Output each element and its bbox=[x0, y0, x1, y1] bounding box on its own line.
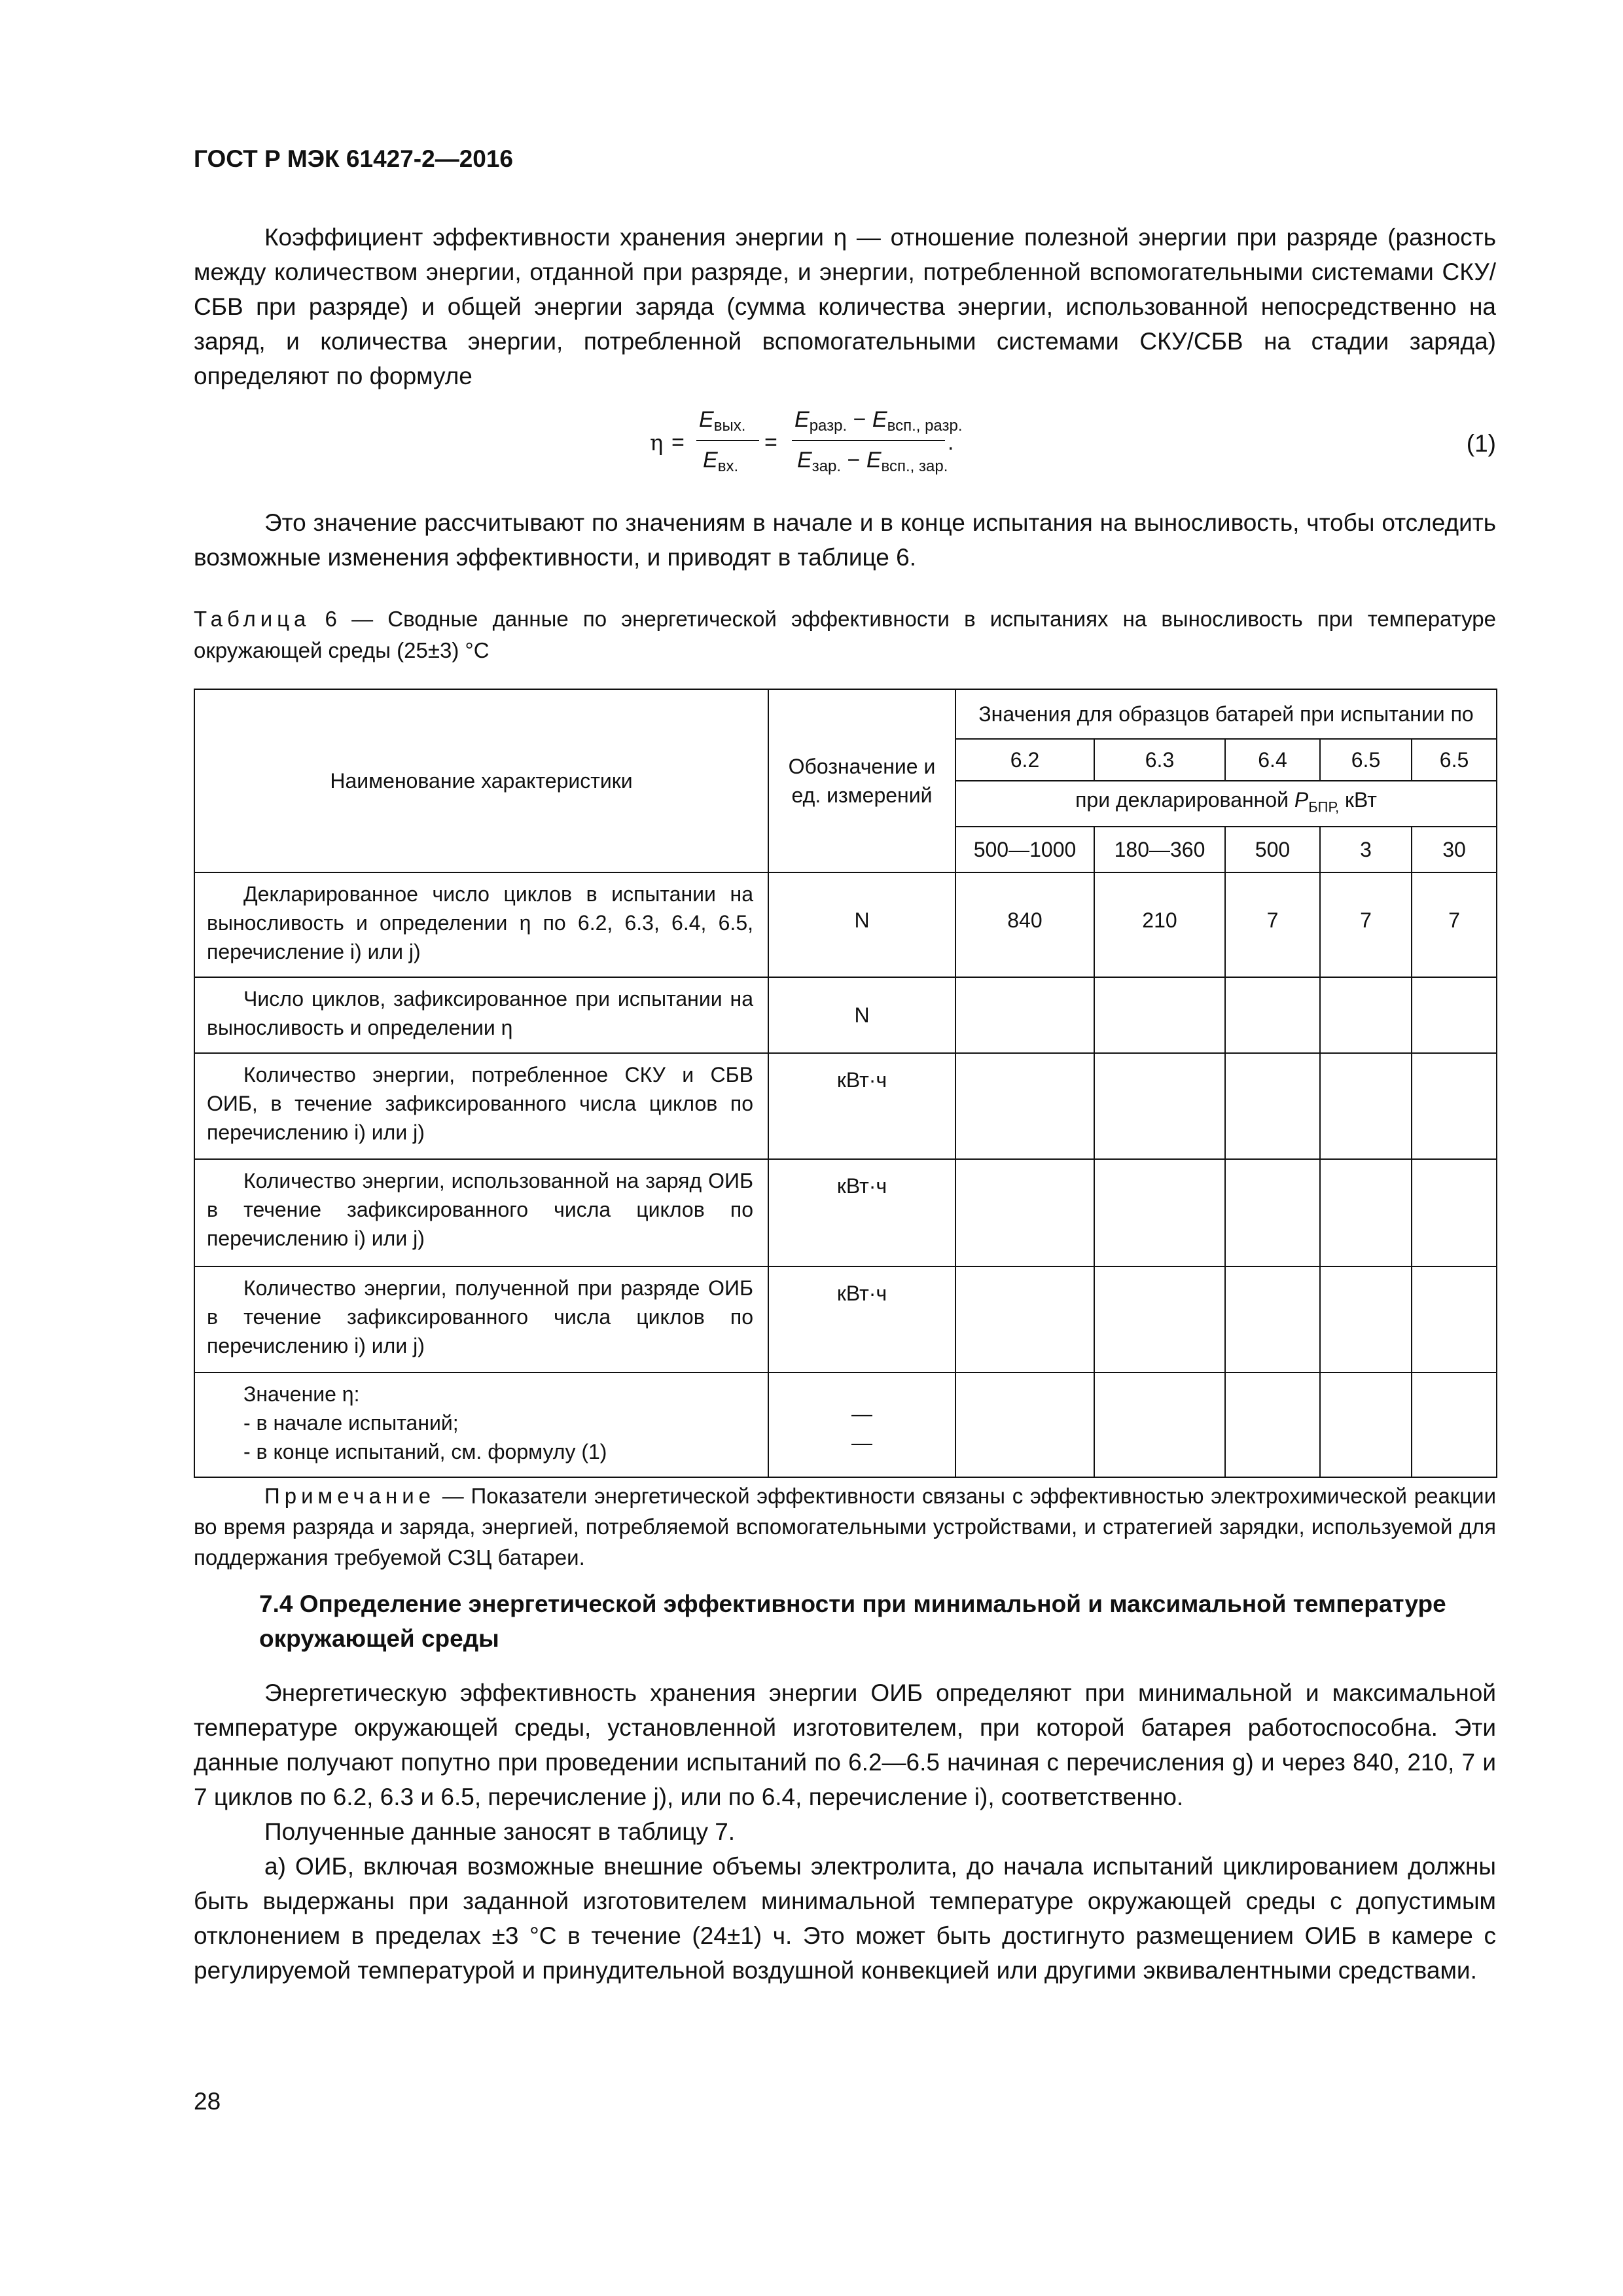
after-formula-text: Это значение рассчитывают по значениям в начале и в конце испытания на выносливость, чтобы отследить возможные изменения эффективности, и приводят в таблице 6. bbox=[194, 509, 1496, 571]
row-value: 210 bbox=[1094, 872, 1225, 977]
row-value bbox=[1412, 1053, 1497, 1159]
row-value bbox=[1320, 977, 1412, 1053]
row-value: 7 bbox=[1225, 872, 1320, 977]
formula-e-out: $E_{вых.}$ bbox=[699, 407, 746, 435]
row-name: Количество энергии, использованной на заряд ОИБ в течение зафиксированного числа циклов по перечислению i) или j) bbox=[207, 1169, 753, 1250]
table-caption-text: 6 — Сводные данные по энергетической эффективности в испытаниях на выносливость при температуре окружающей среды (25±3) °С bbox=[194, 607, 1496, 662]
eta-line-2: - в начале испытаний; bbox=[243, 1411, 459, 1435]
row-unit: кВт·ч bbox=[768, 1053, 955, 1159]
note-text: — Показатели энергетической эффективности связаны с эффективностью электрохимической реакции во время разряда и заряда, энергией, потребляемой вспомогательными устройствами, и стратегией зарядки, используемой для поддержания требуемой СЗЦ батареи. bbox=[194, 1484, 1496, 1570]
row-value bbox=[1094, 1053, 1225, 1159]
row-value bbox=[1412, 1266, 1497, 1372]
eta-unit-1: — bbox=[851, 1402, 872, 1426]
row-unit: кВт·ч bbox=[768, 1159, 955, 1266]
clause-cell: 6.4 bbox=[1225, 739, 1320, 781]
table-note bbox=[194, 1480, 1496, 1573]
document-page bbox=[194, 0, 1496, 2296]
power-cell: 500—1000 bbox=[955, 827, 1094, 872]
row-value bbox=[955, 1159, 1094, 1266]
after-formula-paragraph bbox=[194, 505, 1496, 575]
row-value bbox=[1094, 1266, 1225, 1372]
section-para-2: Полученные данные заносят в таблицу 7. bbox=[264, 1818, 736, 1845]
standard-header: ГОСТ Р МЭК 61427-2—2016 bbox=[194, 145, 514, 172]
row-value bbox=[1225, 1266, 1320, 1372]
section-para-1: Энергетическую эффективность хранения энергии ОИБ определяют при минимальной и максимальной температуре окружающей среды, установленной изготовителем, при которой батарея работоспособна. Эти данные получают попутно при проведении испытаний по 6.2—6.5 начиная с перечисления g) и через 840, 210, 7 и 7 циклов по 6.2, 6.3 и 6.5, перечисление j), или по 6.4, перечисление i), соответственно. bbox=[194, 1679, 1496, 1810]
row-value: 840 bbox=[955, 872, 1094, 977]
intro-paragraph bbox=[194, 220, 1496, 393]
power-cell: 500 bbox=[1225, 827, 1320, 872]
head-values: Значения для образцов батарей при испытании по bbox=[955, 689, 1497, 739]
row-value bbox=[1094, 977, 1225, 1053]
row-value bbox=[1225, 1159, 1320, 1266]
formula-number: (1) bbox=[1466, 430, 1496, 457]
power-cell: 3 bbox=[1320, 827, 1412, 872]
note-label: Примечание bbox=[264, 1484, 436, 1508]
row-unit: кВт·ч bbox=[768, 1266, 955, 1372]
table-row bbox=[194, 1266, 1497, 1372]
head-name: Наименование характеристики bbox=[194, 689, 768, 872]
row-name: Количество энергии, полученной при разряде ОИБ в течение зафиксированного числа циклов по перечислению i) или j) bbox=[207, 1276, 753, 1357]
row-unit: N bbox=[768, 977, 955, 1053]
row-value bbox=[1320, 1053, 1412, 1159]
section-para-3: а) ОИБ, включая возможные внешние объемы электролита, до начала испытаний циклированием должны быть выдержаны при заданной изготовителем минимальной температуре окружающей среды с допустимым отклонением в пределах ±3 °С в течение (24±1) ч. Это может быть достигнуто размещением ОИБ в камере с регулируемой температурой и принудительной воздушной конвекцией или другими эквивалентными средствами. bbox=[194, 1853, 1496, 1984]
eta-line-3: - в конце испытаний, см. формулу (1) bbox=[243, 1440, 607, 1463]
fraction-bar-1 bbox=[696, 440, 759, 441]
row-value bbox=[955, 977, 1094, 1053]
row-unit: N bbox=[768, 872, 955, 977]
definition-text: Коэффициент эффективности хранения энергии η — отношение полезной энергии при разряде (разность между количеством энергии, отданной при разряде, и энергии, потребленной вспомогательными системами СКУ/СБВ при разряде) и общей энергии заряда (сумма количества энергии, использованной непосредственно на заряд, и количества энергии, потребленной вспомогательными системами СКУ/СБВ на стадии заряда) определяют по формуле bbox=[194, 224, 1496, 389]
eta-line-1: Значение η: bbox=[243, 1382, 360, 1406]
table-row bbox=[194, 1159, 1497, 1266]
formula-numerator: $E_{разр.} - E_{всп., разр.}$ bbox=[794, 407, 963, 435]
table-row bbox=[194, 1053, 1497, 1159]
row-value: 7 bbox=[1412, 872, 1497, 977]
clause-cell: 6.5 bbox=[1412, 739, 1497, 781]
formula-eta: η bbox=[650, 430, 664, 456]
row-name: Декларированное число циклов в испытании на выносливость и определении η по 6.2, 6.3, 6.4, 6.5, перечисление i) или j) bbox=[207, 882, 753, 963]
formula-eq2: = bbox=[764, 430, 777, 455]
power-cell: 30 bbox=[1412, 827, 1497, 872]
row-value bbox=[1320, 1266, 1412, 1372]
row-value bbox=[955, 1372, 1094, 1477]
row-value bbox=[1412, 1159, 1497, 1266]
formula-1 bbox=[194, 402, 1496, 493]
page-number: 28 bbox=[194, 2088, 221, 2115]
row-value: 7 bbox=[1320, 872, 1412, 977]
row-value bbox=[1225, 977, 1320, 1053]
row-name: Число циклов, зафиксированное при испытании на выносливость и определении η bbox=[207, 987, 753, 1039]
formula-denominator: $E_{зар.} - E_{всп., зар.}$ bbox=[797, 448, 948, 475]
eta-unit-2: — bbox=[851, 1431, 872, 1454]
row-value bbox=[1412, 1372, 1497, 1477]
head-power: при декларированной $P_{БПР,}$ кВт bbox=[955, 781, 1497, 827]
fraction-bar-2 bbox=[792, 440, 945, 441]
head-unit: Обозначение и ед. измерений bbox=[768, 689, 955, 872]
row-value bbox=[1225, 1372, 1320, 1477]
formula-eq1: = bbox=[671, 430, 685, 455]
row-value bbox=[1320, 1372, 1412, 1477]
row-value bbox=[955, 1266, 1094, 1372]
table-caption-label: Таблица bbox=[194, 607, 311, 631]
row-value bbox=[1320, 1159, 1412, 1266]
formula-e-in: $E_{вх.}$ bbox=[703, 448, 739, 475]
section-title: 7.4 Определение энергетической эффективности при минимальной и максимальной температуре окружающей среды bbox=[259, 1590, 1446, 1652]
table-caption bbox=[194, 603, 1496, 666]
clause-cell: 6.2 bbox=[955, 739, 1094, 781]
clause-cell: 6.5 bbox=[1320, 739, 1412, 781]
row-value bbox=[1094, 1372, 1225, 1477]
table-row bbox=[194, 977, 1497, 1053]
clause-cell: 6.3 bbox=[1094, 739, 1225, 781]
table-row-eta bbox=[194, 1372, 1497, 1477]
table-6 bbox=[194, 689, 1497, 1478]
row-value bbox=[955, 1053, 1094, 1159]
row-value bbox=[1094, 1159, 1225, 1266]
row-value bbox=[1412, 977, 1497, 1053]
section-body bbox=[194, 1676, 1496, 1988]
table-row bbox=[194, 872, 1497, 977]
row-name: Количество энергии, потребленное СКУ и СБВ ОИБ, в течение зафиксированного числа циклов по перечислению i) или j) bbox=[207, 1063, 753, 1144]
formula-period: . bbox=[948, 430, 954, 455]
row-value bbox=[1225, 1053, 1320, 1159]
power-cell: 180—360 bbox=[1094, 827, 1225, 872]
